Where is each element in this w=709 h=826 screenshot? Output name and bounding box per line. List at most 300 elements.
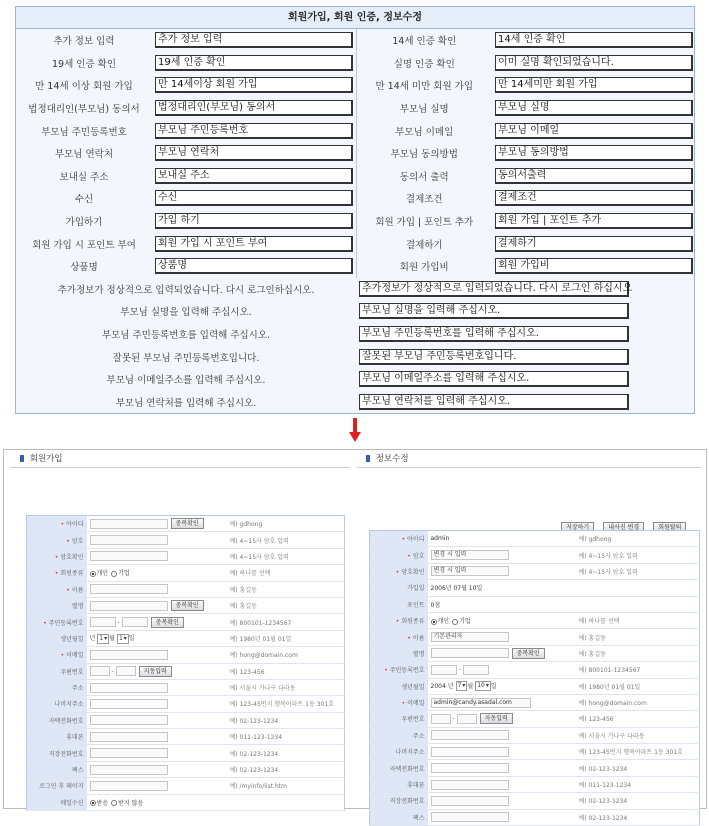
zip-back-input[interactable]	[457, 714, 477, 724]
settings-row	[16, 97, 696, 120]
setting-cell	[152, 165, 356, 188]
setting-label: 동의서 출력	[356, 165, 492, 188]
day-label: 일	[490, 682, 497, 690]
join-field-input-cell	[87, 663, 227, 679]
join-input[interactable]	[90, 519, 168, 529]
join-field-label	[27, 712, 87, 728]
edit-input[interactable]: 변경 시 입력	[431, 566, 509, 576]
message-label: 부모님 이메일주소를 입력해 주십시오.	[106, 375, 266, 387]
radio-personal-label: 개인	[96, 570, 109, 578]
join-field-label	[27, 679, 87, 695]
edit-input[interactable]	[431, 763, 509, 773]
join-row	[27, 516, 345, 532]
setting-label: 실명 인증 확인	[356, 52, 492, 75]
join-field-input-cell	[87, 581, 227, 597]
join-label-text: 우편번호	[60, 668, 84, 676]
setting-input[interactable]: 상품명	[155, 258, 353, 274]
edit-label-text: 우편번호	[401, 716, 425, 724]
join-label-text: 아이디	[66, 521, 84, 529]
edit-row	[370, 563, 700, 579]
join-input[interactable]	[90, 781, 168, 791]
edit-hint	[576, 580, 700, 596]
edit-row	[370, 645, 700, 661]
join-input[interactable]	[90, 551, 168, 561]
edit-field-label	[370, 744, 428, 760]
radio-no-receive[interactable]	[111, 800, 117, 806]
zip-front-input[interactable]	[90, 666, 110, 676]
message-cell	[356, 391, 696, 414]
edit-input[interactable]	[431, 812, 509, 822]
setting-label: 결제조건	[356, 187, 492, 210]
edit-row	[370, 727, 700, 743]
radio-company-label: 기업	[459, 618, 471, 626]
edit-field-input-cell	[428, 711, 576, 727]
join-field-input-cell	[87, 597, 227, 613]
join-field-label	[27, 565, 87, 581]
dup-check-button[interactable]: 중복확인	[512, 648, 545, 659]
edit-row	[370, 580, 700, 596]
join-field-input-cell	[87, 696, 227, 712]
required-mark-icon: •	[60, 521, 65, 529]
join-label-text: 별명	[71, 603, 84, 611]
join-field-label	[27, 614, 87, 630]
edit-field-label	[370, 678, 428, 694]
join-field-input-cell	[87, 630, 227, 646]
join-row	[27, 679, 345, 695]
settings-row	[16, 165, 696, 188]
setting-cell	[152, 187, 356, 210]
dup-check-button[interactable]: 중복확인	[171, 518, 204, 529]
setting-cell	[152, 52, 356, 75]
edit-label-text: 휴대폰	[407, 782, 425, 790]
join-row	[27, 581, 345, 597]
edit-hint: 예) hong@domain.com	[576, 694, 700, 710]
join-input[interactable]	[90, 683, 168, 693]
join-row	[27, 794, 345, 810]
setting-label: 부모님 이메일	[356, 119, 492, 142]
edit-field-label	[370, 580, 428, 596]
join-input[interactable]	[90, 699, 168, 709]
settings-table	[16, 29, 696, 278]
required-mark-icon: •	[43, 619, 47, 627]
join-field-input-cell	[87, 614, 227, 630]
join-label-text: 메일수신	[60, 799, 84, 807]
setting-input[interactable]: 만 14세미만 회원 가입	[495, 77, 693, 93]
join-field-label	[27, 696, 87, 712]
setting-input[interactable]: 부모님 연락처	[155, 145, 353, 161]
join-hint: 예) 02-123-1234	[227, 712, 345, 728]
edit-row	[370, 547, 700, 563]
setting-input[interactable]: 결제하기	[495, 236, 693, 252]
join-input[interactable]	[90, 732, 168, 742]
settings-title: 회원가입, 회원 인증, 정보수정	[16, 7, 694, 29]
edit-row	[370, 694, 700, 710]
setting-cell	[152, 210, 356, 233]
setting-cell	[492, 165, 696, 188]
join-hint: 예) gdhong	[227, 516, 345, 532]
join-field-input-cell	[87, 565, 227, 581]
radio-no-receive-label: 받지 않음	[118, 799, 144, 807]
required-mark-icon: •	[66, 586, 70, 594]
message-cell	[356, 278, 696, 301]
message-input[interactable]: 잘못된 부모님 주민등록번호입니다.	[359, 349, 629, 365]
join-label-text: 회원종류	[60, 570, 84, 578]
edit-field-input-cell	[428, 563, 576, 579]
setting-input[interactable]: 14세 인증 확인	[495, 32, 693, 48]
edit-panel	[356, 450, 702, 468]
required-mark-icon: •	[395, 618, 400, 626]
edit-static-value: 0점	[430, 601, 441, 609]
setting-label: 회원 가입비	[356, 255, 492, 278]
join-field-label	[27, 548, 87, 564]
required-mark-icon: •	[54, 553, 59, 561]
message-input[interactable]: 부모님 이메일주소를 입력해 주십시오.	[359, 371, 629, 387]
month-select[interactable]: 7 ▾	[456, 681, 468, 691]
setting-input[interactable]: 가입 하기	[155, 213, 353, 229]
save-button[interactable]: 저장하기	[561, 522, 594, 533]
join-input[interactable]	[90, 601, 168, 611]
join-field-input-cell	[87, 729, 227, 745]
edit-hint: 예) 4~15자 암호 입력	[576, 563, 700, 579]
join-label-text: 자택전화번호	[48, 717, 84, 725]
message-label: 부모님 연락처를 입력해 주십시오.	[115, 397, 257, 409]
setting-cell	[492, 119, 696, 142]
join-hint	[227, 794, 345, 810]
edit-field-label	[370, 727, 428, 743]
setting-cell	[492, 142, 696, 165]
join-input[interactable]	[90, 535, 168, 545]
edit-field-input-cell	[428, 612, 576, 628]
radio-receive[interactable]	[90, 800, 96, 806]
setting-label: 가입하기	[65, 217, 103, 229]
zip-separator: -	[452, 715, 455, 723]
month-label: 월	[109, 635, 115, 643]
edit-field-label	[370, 662, 428, 678]
join-label-text: 팩스	[71, 767, 84, 775]
setting-cell	[492, 74, 696, 97]
radio-personal[interactable]	[90, 571, 96, 577]
photo-change-button[interactable]: 내사진 변경	[603, 522, 644, 533]
join-row	[27, 548, 345, 564]
edit-field-label	[370, 563, 428, 579]
message-label: 부모님 주민등록번호를 입력해 주십시오.	[101, 330, 271, 342]
year-label: 년	[447, 682, 454, 690]
edit-row	[370, 531, 700, 547]
setting-cell	[152, 97, 356, 120]
join-row	[27, 761, 345, 777]
setting-label: 부모님 주민등록번호	[41, 126, 127, 138]
edit-field-input-cell	[428, 744, 576, 760]
setting-input[interactable]: 법정대리인(부모님) 동의서	[155, 100, 353, 116]
edit-field-input-cell	[428, 793, 576, 809]
edit-label-text: 나머지주소	[395, 749, 425, 757]
ssn-check-button[interactable]: 중복확인	[151, 617, 184, 628]
edit-input[interactable]: 기본관리자	[431, 632, 509, 642]
setting-label: 회원 가입 시 포인트 부여	[32, 239, 136, 251]
edit-title: 정보수정	[375, 454, 409, 464]
withdraw-button[interactable]: 회원탈퇴	[653, 522, 686, 533]
join-label-text: 직장전화번호	[48, 750, 84, 758]
edit-field-input-cell	[428, 776, 576, 792]
edit-field-label	[370, 776, 428, 792]
ssn-back-input[interactable]	[463, 665, 489, 675]
zip-front-input[interactable]	[431, 714, 451, 724]
join-hint: 예) /myinfo/list.htm	[227, 778, 345, 794]
setting-cell	[492, 255, 696, 278]
join-row	[27, 712, 345, 728]
edit-hint: 예) 홍길동	[576, 645, 700, 661]
edit-input[interactable]: admin@candy.asadal.com	[431, 698, 531, 708]
edit-field-label	[370, 531, 428, 547]
setting-input[interactable]: 회원 가입 | 포인트 추가	[495, 213, 693, 229]
ssn-back-input[interactable]	[122, 617, 148, 627]
join-hint: 예) 서울시 가나구 다라동	[227, 679, 345, 695]
edit-row	[370, 744, 700, 760]
join-field-label	[27, 532, 87, 548]
edit-hint: 예) gdhong	[576, 531, 700, 547]
join-hint: 예) hong@domain.com	[227, 647, 345, 663]
zip-auto-button[interactable]: 지동입력	[139, 666, 172, 677]
setting-label: 부모님 동의방법	[356, 142, 492, 165]
dup-check-button[interactable]: 중복확인	[171, 600, 204, 611]
join-field-input-cell	[87, 794, 227, 810]
setting-cell	[492, 52, 696, 75]
join-input[interactable]	[90, 715, 168, 725]
edit-field-input-cell	[428, 727, 576, 743]
message-cell	[356, 345, 696, 368]
join-hint: 예) 123-456	[227, 663, 345, 679]
edit-hint: 예) 하나를 선택	[576, 612, 700, 628]
edit-actions	[561, 517, 701, 529]
edit-field-label	[370, 547, 428, 563]
setting-label: 만 14세 미만 회원 가입	[356, 74, 492, 97]
edit-label-text: 직장전화번호	[389, 798, 425, 806]
edit-field-input-cell	[428, 694, 576, 710]
setting-input[interactable]: 동의서출력	[495, 168, 693, 184]
setting-label: 14세 인증 확인	[356, 29, 492, 52]
setting-label: 부모님 연락처	[54, 149, 114, 161]
edit-label-text: 주민등록번호	[389, 667, 425, 675]
edit-label-text: 별명	[412, 650, 425, 658]
join-field-input-cell	[87, 532, 227, 548]
join-field-input-cell	[87, 548, 227, 564]
zip-back-input[interactable]	[116, 666, 136, 676]
edit-input[interactable]	[431, 780, 509, 790]
day-select[interactable]: 1 ▾	[117, 634, 129, 644]
edit-input[interactable]	[431, 730, 509, 740]
settings-row	[16, 29, 696, 52]
setting-input[interactable]: 추가 정보 입력	[155, 32, 353, 48]
join-row	[27, 663, 345, 679]
edit-label-text: 자택전화번호	[389, 765, 425, 773]
join-label-text: 주민등록번호	[48, 619, 84, 627]
message-label: 추가정보가 정상적으로 입력되었습니다. 다시 로그인하십시오.	[57, 284, 315, 296]
ssn-front-input[interactable]	[431, 665, 457, 675]
setting-cell	[152, 255, 356, 278]
edit-row	[370, 760, 700, 776]
join-field-label	[27, 647, 87, 663]
join-field-label	[27, 630, 87, 646]
join-row	[27, 597, 345, 613]
edit-field-input-cell	[428, 760, 576, 776]
setting-cell	[152, 29, 356, 52]
join-row	[27, 565, 345, 581]
setting-cell	[492, 29, 696, 52]
setting-input[interactable]: 회원 가입비	[495, 258, 693, 274]
edit-field-input-cell	[428, 596, 576, 612]
setting-input[interactable]: 만 14세이상 회원 가입	[155, 77, 353, 93]
edit-field-label	[370, 694, 428, 710]
radio-personal[interactable]	[431, 619, 437, 625]
join-input[interactable]	[90, 748, 168, 758]
edit-label-text: 이름	[412, 634, 425, 642]
message-input[interactable]: 추가정보가 정상적으로 입력되었습니다. 다시 로그인 하십시오	[359, 281, 629, 297]
join-field-label	[27, 663, 87, 679]
edit-row	[370, 809, 700, 825]
edit-field-label	[370, 793, 428, 809]
message-cell	[356, 368, 696, 391]
join-field-input-cell	[87, 712, 227, 728]
message-row	[16, 368, 696, 391]
join-field-input-cell	[87, 516, 227, 532]
join-input[interactable]	[90, 650, 168, 660]
join-field-input-cell	[87, 679, 227, 695]
setting-cell	[492, 210, 696, 233]
edit-hint: 예) 123-45번지 행복아파트 1동 301호	[576, 744, 700, 760]
required-mark-icon: •	[407, 634, 411, 642]
radio-company[interactable]	[452, 619, 458, 625]
setting-input[interactable]: 회원 가입 시 포인트 부여	[155, 236, 353, 252]
edit-label-text: 아이디	[407, 536, 425, 544]
join-hint: 예) 홍길동	[227, 597, 345, 613]
setting-cell	[152, 119, 356, 142]
setting-cell	[152, 232, 356, 255]
setting-label: 회원 가입 | 포인트 추가	[356, 210, 492, 233]
edit-input[interactable]	[431, 796, 509, 806]
join-row	[27, 532, 345, 548]
join-hint: 예) 02-123-1234	[227, 761, 345, 777]
edit-label-text: 암호	[412, 552, 425, 560]
year-label: 년	[89, 635, 96, 643]
month-select[interactable]: 1 ▾	[97, 634, 109, 644]
join-title: 회원가입	[29, 454, 63, 464]
settings-row	[16, 255, 696, 278]
edit-input[interactable]	[431, 747, 509, 757]
edit-hint: 예) 123-456	[576, 711, 700, 727]
setting-input[interactable]: 부모님 이메일	[495, 123, 693, 139]
settings-row	[16, 142, 696, 165]
edit-row	[370, 596, 700, 612]
join-input[interactable]	[90, 584, 168, 594]
setting-label: 부모님 실명	[356, 97, 492, 120]
zip-auto-button[interactable]: 자동입력	[480, 713, 513, 724]
message-input[interactable]: 부모님 연락처를 입력해 주십시오.	[359, 394, 629, 410]
join-input[interactable]	[90, 765, 168, 775]
day-select[interactable]: 10 ▾	[475, 681, 491, 691]
setting-label: 법정대리인(부모님) 동의서	[28, 104, 140, 116]
edit-row	[370, 612, 700, 628]
join-row	[27, 647, 345, 663]
join-field-input-cell	[87, 761, 227, 777]
join-field-label	[27, 597, 87, 613]
join-label-text: 휴대폰	[66, 734, 84, 742]
setting-input[interactable]: 19세 인증 확인	[155, 55, 353, 71]
required-mark-icon: •	[384, 667, 388, 675]
setting-label: 결제하기	[356, 232, 492, 255]
settings-row	[16, 52, 696, 75]
setting-input[interactable]: 결제조건	[495, 190, 693, 206]
ssn-front-input[interactable]	[90, 617, 116, 627]
join-label-text: 주소	[71, 685, 84, 693]
edit-field-input-cell	[428, 662, 576, 678]
edit-hint: 예) 1980년 01월 01일	[576, 678, 700, 694]
join-hint: 예) 하나를 선택	[227, 565, 345, 581]
edit-hint: 예) 02-123-1234	[576, 760, 700, 776]
setting-input[interactable]: 부모님 주민등록번호	[155, 123, 353, 139]
setting-input[interactable]: 수신	[155, 190, 353, 206]
edit-hint: 예) 서울시 가나구 다라동	[576, 727, 700, 743]
setting-input[interactable]: 부모님 실명	[495, 100, 693, 116]
message-table	[16, 278, 696, 414]
edit-input[interactable]	[431, 648, 509, 658]
ssn-separator: -	[458, 666, 461, 674]
setting-input[interactable]: 부모님 동의방법	[495, 145, 693, 161]
join-field-input-cell	[87, 647, 227, 663]
edit-field-label	[370, 809, 428, 825]
edit-hint: 예) 02-123-1234	[576, 809, 700, 825]
message-label: 부모님 실명을 입력해 주십시오.	[120, 307, 252, 319]
join-hint: 예) 123-45번지 행복아파트 1동 301호	[227, 696, 345, 712]
edit-field-input-cell	[428, 531, 576, 547]
edit-label-text: 가입일	[407, 585, 425, 593]
join-panel	[10, 450, 350, 468]
bullet-icon	[20, 455, 24, 462]
edit-input[interactable]: 변경 시 입력	[431, 550, 509, 560]
join-hint: 예) 011-123-1234	[227, 729, 345, 745]
join-hint: 예) 1980년 01월 01일	[227, 630, 345, 646]
join-field-label	[27, 729, 87, 745]
join-label-text: 이름	[71, 586, 84, 594]
join-field-label	[27, 745, 87, 761]
ssn-separator: -	[117, 618, 120, 626]
edit-row	[370, 776, 700, 792]
day-label: 일	[128, 635, 135, 643]
setting-input[interactable]: 이미 실명 확인되었습니다.	[495, 55, 693, 71]
bullet-icon	[366, 455, 370, 462]
message-input[interactable]: 부모님 실명을 입력해 주십시오.	[359, 303, 629, 319]
radio-company[interactable]	[111, 571, 117, 577]
edit-field-label	[370, 596, 428, 612]
edit-label-text: 암호확인	[401, 568, 425, 576]
edit-field-label	[370, 760, 428, 776]
edit-header	[356, 450, 702, 468]
join-row	[27, 630, 345, 646]
settings-row	[16, 232, 696, 255]
edit-field-label	[370, 612, 428, 628]
join-hint: 예) 4~15자 암호 입력	[227, 548, 345, 564]
edit-label-text: 회원종류	[401, 618, 425, 626]
edit-label-text: 생년월일	[401, 683, 425, 691]
required-mark-icon: •	[54, 570, 59, 578]
settings-row	[16, 210, 696, 233]
message-input[interactable]: 부모님 주민등록번호를 입력해 주십시오.	[359, 326, 629, 342]
edit-field-label	[370, 645, 428, 661]
setting-label: 만 14세 이상 회원 가입	[35, 81, 133, 93]
edit-hint: 예) 800101-1234567	[576, 662, 700, 678]
setting-input[interactable]: 보내실 주소	[155, 168, 353, 184]
edit-label-text: 포인트	[407, 601, 425, 609]
setting-label: 추가 정보 입력	[53, 36, 115, 48]
